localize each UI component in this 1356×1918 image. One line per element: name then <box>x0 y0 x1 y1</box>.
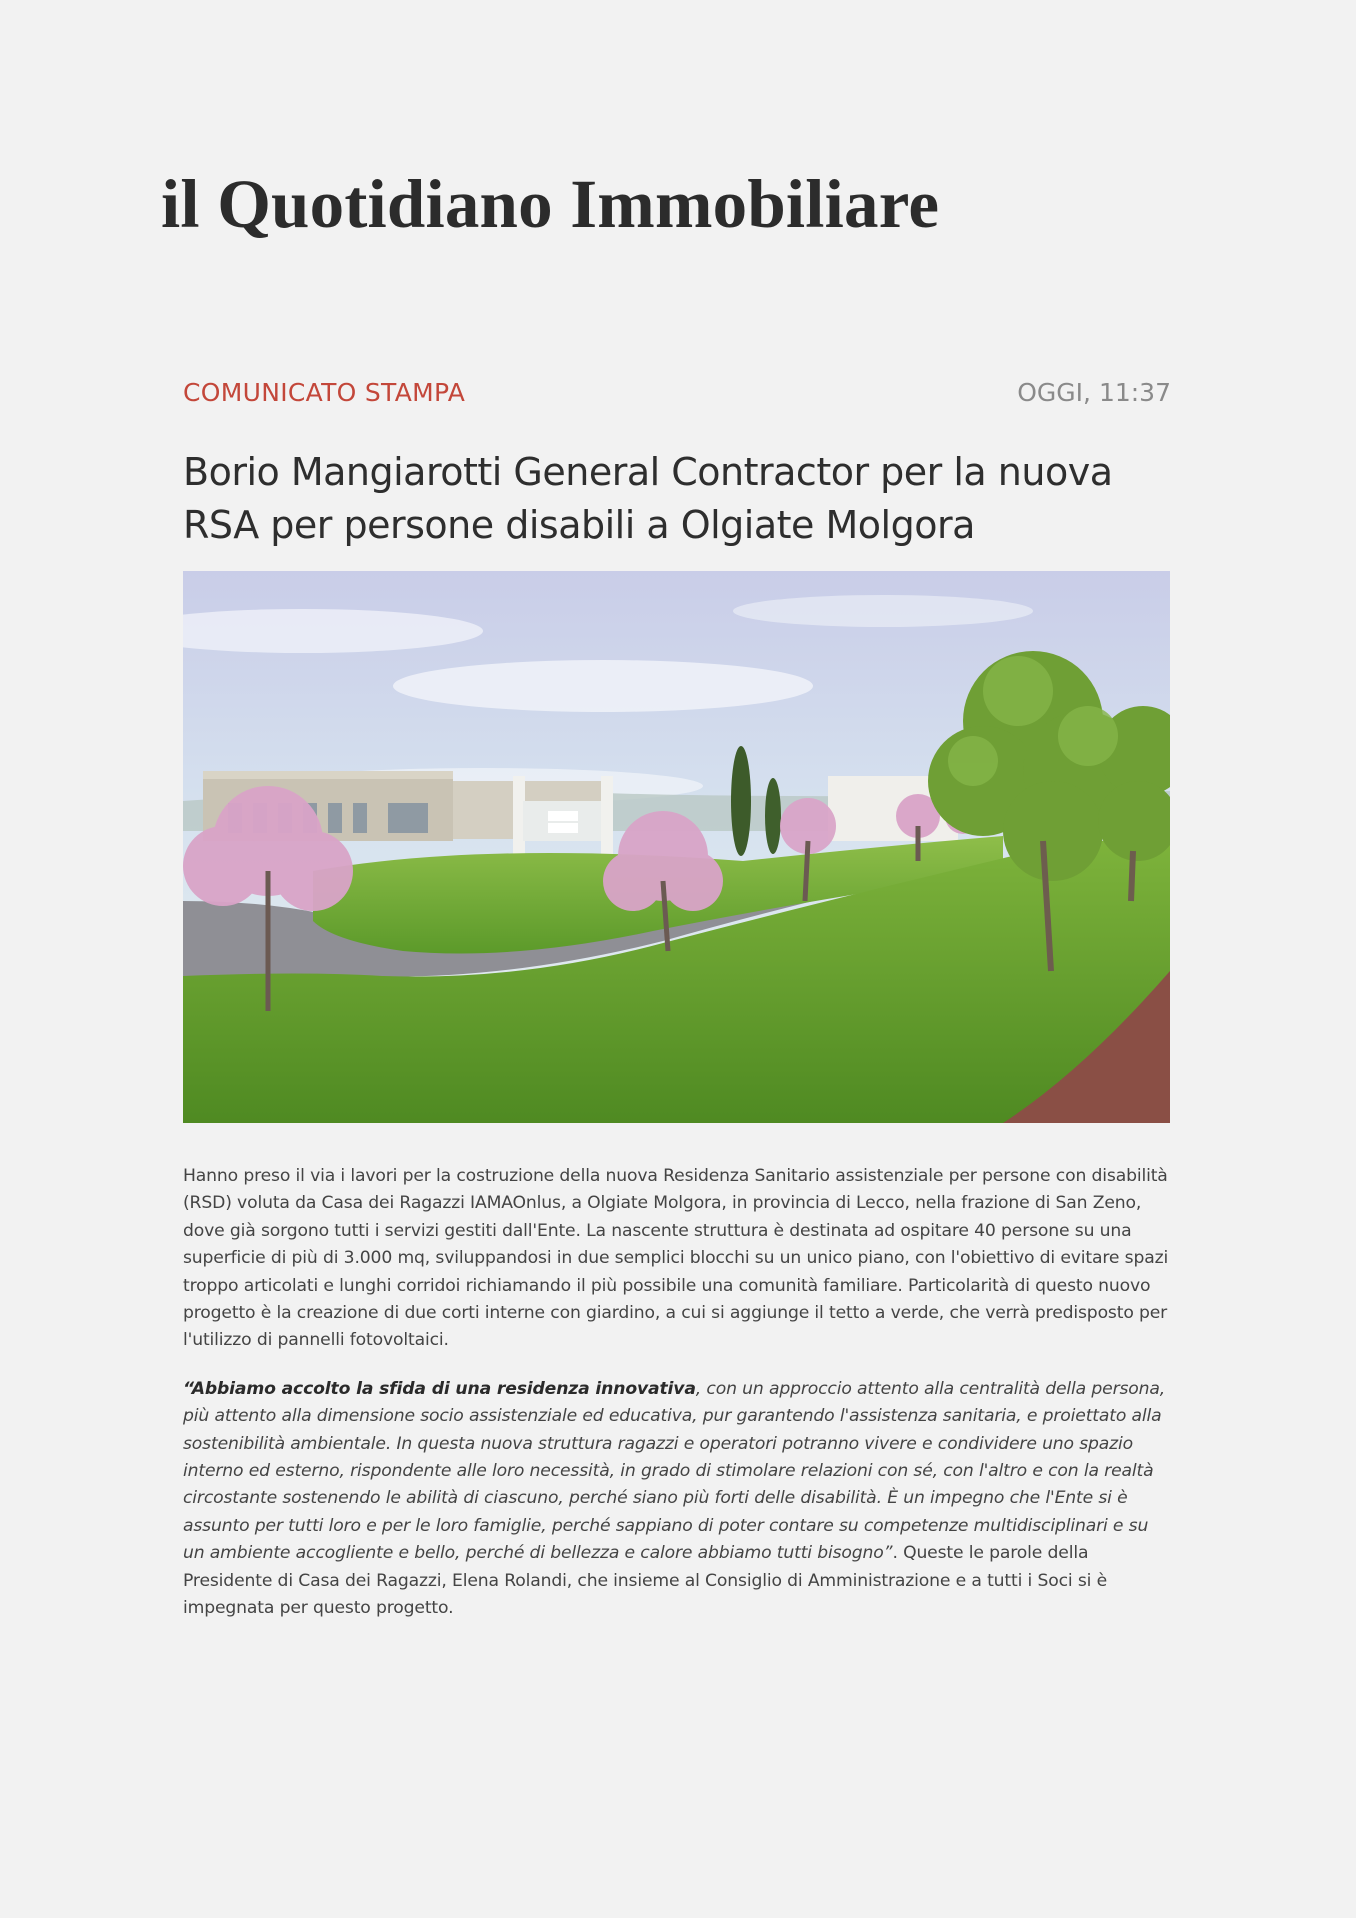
headline-line-2: RSA per persone disabili a Olgiate Molgora <box>183 503 975 547</box>
newspaper-masthead: il Quotidiano Immobiliare <box>161 166 940 242</box>
hero-rendering-image <box>183 571 1170 1123</box>
quote-attribution: . Queste le parole della Presidente di Casa dei Ragazzi, Elena Rolandi, che insieme al Consiglio di Amministrazione e a tutti i Soci si è impegnata per questo progetto. <box>183 1543 1108 1619</box>
quote-lead: “Abbiamo accolto la sfida di una residenza innovativa <box>183 1378 696 1399</box>
headline-line-1: Borio Mangiarotti General Contractor per la nuova <box>183 450 1113 494</box>
paragraph-intro: Hanno preso il via i lavori per la costruzione della nuova Residenza Sanitario assistenziale per persone con disabilità (RSD) voluta da Casa dei Ragazzi IAMAOnlus, a Olgiate Molgora, in provincia di Lecco, nella frazione di San Zeno, dove già sorgono tutti i servizi gestiti dall'Ente. La nascente struttura è destinata ad ospitare 40 persone su una superficie di più di 3.000 mq, sviluppandosi in due semplici blocchi su un unico piano, con l'obiettivo di evitare spazi troppo articolati e lunghi corridoi richiamando il più possibile una comunità familiare. Particolarità di questo nuovo progetto è la creazione di due corti interne con giardino, a cui si aggiunge il tetto a verde, che verrà predisposto per l'utilizzo di pannelli fotovoltaici. <box>183 1166 1169 1351</box>
article-body <box>183 1163 1171 1623</box>
press-release-article <box>183 378 1171 1623</box>
category-label: COMUNICATO STAMPA <box>183 378 466 407</box>
paragraph-quote <box>183 1376 1171 1623</box>
quote-body: , con un approccio attento alla centralità della persona, più attento alla dimensione socio assistenziale ed educativa, pur garantendo l'assistenza sanitaria, e proiettato alla sostenibilità ambientale. In questa nuova struttura ragazzi e operatori potranno vivere e condividere uno spazio interno ed esterno, rispondente alle loro necessità, in grado di stimolare relazioni con sé, con l'altro e con la realtà circostante sostenendo le abilità di ciascuno, perché siano più forti delle disabilità. È un impegno che l'Ente si è assunto per tutti loro e per le loro famiglie, perché sappiano di poter contare su competenze multidisciplinari e su un ambiente accogliente e bello, perché di bellezza e calore abbiamo tutti bisogno” <box>183 1378 1166 1564</box>
article-headline <box>183 446 1171 552</box>
article-meta <box>183 378 1171 418</box>
publish-time: OGGI, 11:37 <box>1017 378 1171 407</box>
